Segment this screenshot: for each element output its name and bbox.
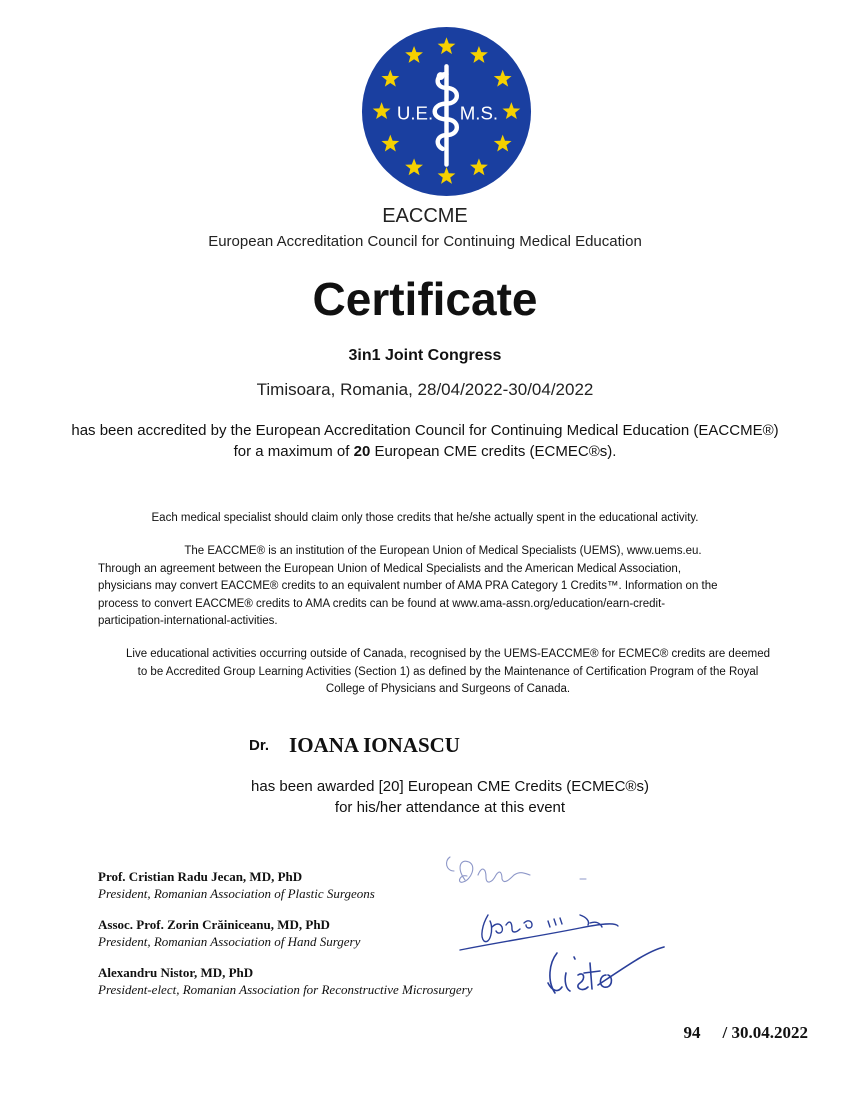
ama-conversion-notice [98, 543, 788, 631]
signatory-name: Alexandru Nistor, MD, PhD [98, 965, 254, 980]
accreditation-statement-line2 [0, 443, 850, 460]
org-full-name: European Accreditation Council for Continuing Medical Education [208, 233, 642, 250]
signatory-name: Prof. Cristian Radu Jecan, MD, PhD [98, 869, 303, 884]
signatory-role: President, Romanian Association of Hand Surgery [98, 934, 361, 949]
signature-nistor [548, 947, 664, 993]
ama-notice-line1: The EACCME® is an institution of the European Union of Medical Specialists (UEMS), www.uems.eu. [184, 545, 702, 557]
ama-notice-line5: participation-international-activities. [98, 615, 278, 627]
document-reference [684, 1023, 808, 1043]
recipient-title: Dr. [249, 737, 270, 754]
recipient [249, 733, 460, 758]
award-statement-line1: has been awarded [20] European CME Credits (ECMEC®s) [251, 778, 649, 795]
certificate-title: Certificate [312, 273, 538, 325]
accreditation-prefix: for a maximum of [233, 443, 354, 460]
canada-notice-line1: Live educational activities occurring outside of Canada, recognised by the UEMS-EACCME® for ECMEC® credits are deemed [126, 648, 770, 660]
accreditation-suffix: European CME credits (ECMEC®s). [370, 443, 617, 460]
signatory-role: President, Romanian Association of Plastic Surgeons [98, 886, 375, 901]
ama-notice-line4: process to convert EACCME® credits to AMA credits can be found at www.ama-assn.org/education/earn-credit- [98, 597, 666, 610]
handwritten-signatures [430, 845, 680, 1010]
ama-notice-line2: Through an agreement between the European Union of Medical Specialists and the American Medical Association, [98, 562, 682, 575]
event-place-dates: Timisoara, Romania, 28/04/2022-30/04/2022 [256, 380, 594, 399]
accreditation-statement-line1: has been accredited by the European Accreditation Council for Continuing Medical Education (EACCME®) [71, 422, 779, 439]
logo-text-left: U.E. [396, 102, 434, 124]
signatory-role: President-elect, Romanian Association for Reconstructive Microsurgery [98, 982, 473, 997]
ama-notice-line3: physicians may convert EACCME® credits to an equivalent number of AMA PRA Category 1 Credits™. Information on the [98, 580, 718, 592]
award-statement-line2: for his/her attendance at this event [334, 799, 566, 816]
org-abbreviation: EACCME [382, 205, 468, 227]
document-number: 94 [683, 1023, 701, 1042]
uems-logo [360, 25, 533, 198]
event-name: 3in1 Joint Congress [348, 347, 502, 364]
canada-notice [98, 646, 798, 699]
signature-jecan [447, 857, 586, 882]
signature-crainiceanu [460, 915, 618, 950]
canada-notice-line2: to be Accredited Group Learning Activities (Section 1) as defined by the Maintenance of Certification Program of the Royal [137, 665, 759, 678]
max-credits: 20 [353, 443, 371, 460]
signatory-name: Assoc. Prof. Zorin Crăiniceanu, MD, PhD [98, 917, 330, 932]
canada-notice-line3: College of Physicians and Surgeons of Canada. [325, 683, 571, 695]
claim-notice: Each medical specialist should claim only those credits that he/she actually spent in the educational activity. [151, 512, 699, 524]
document-date: / 30.04.2022 [722, 1023, 808, 1042]
recipient-name: IOANA IONASCU [289, 733, 460, 757]
logo-text-right: M.S. [459, 102, 499, 124]
